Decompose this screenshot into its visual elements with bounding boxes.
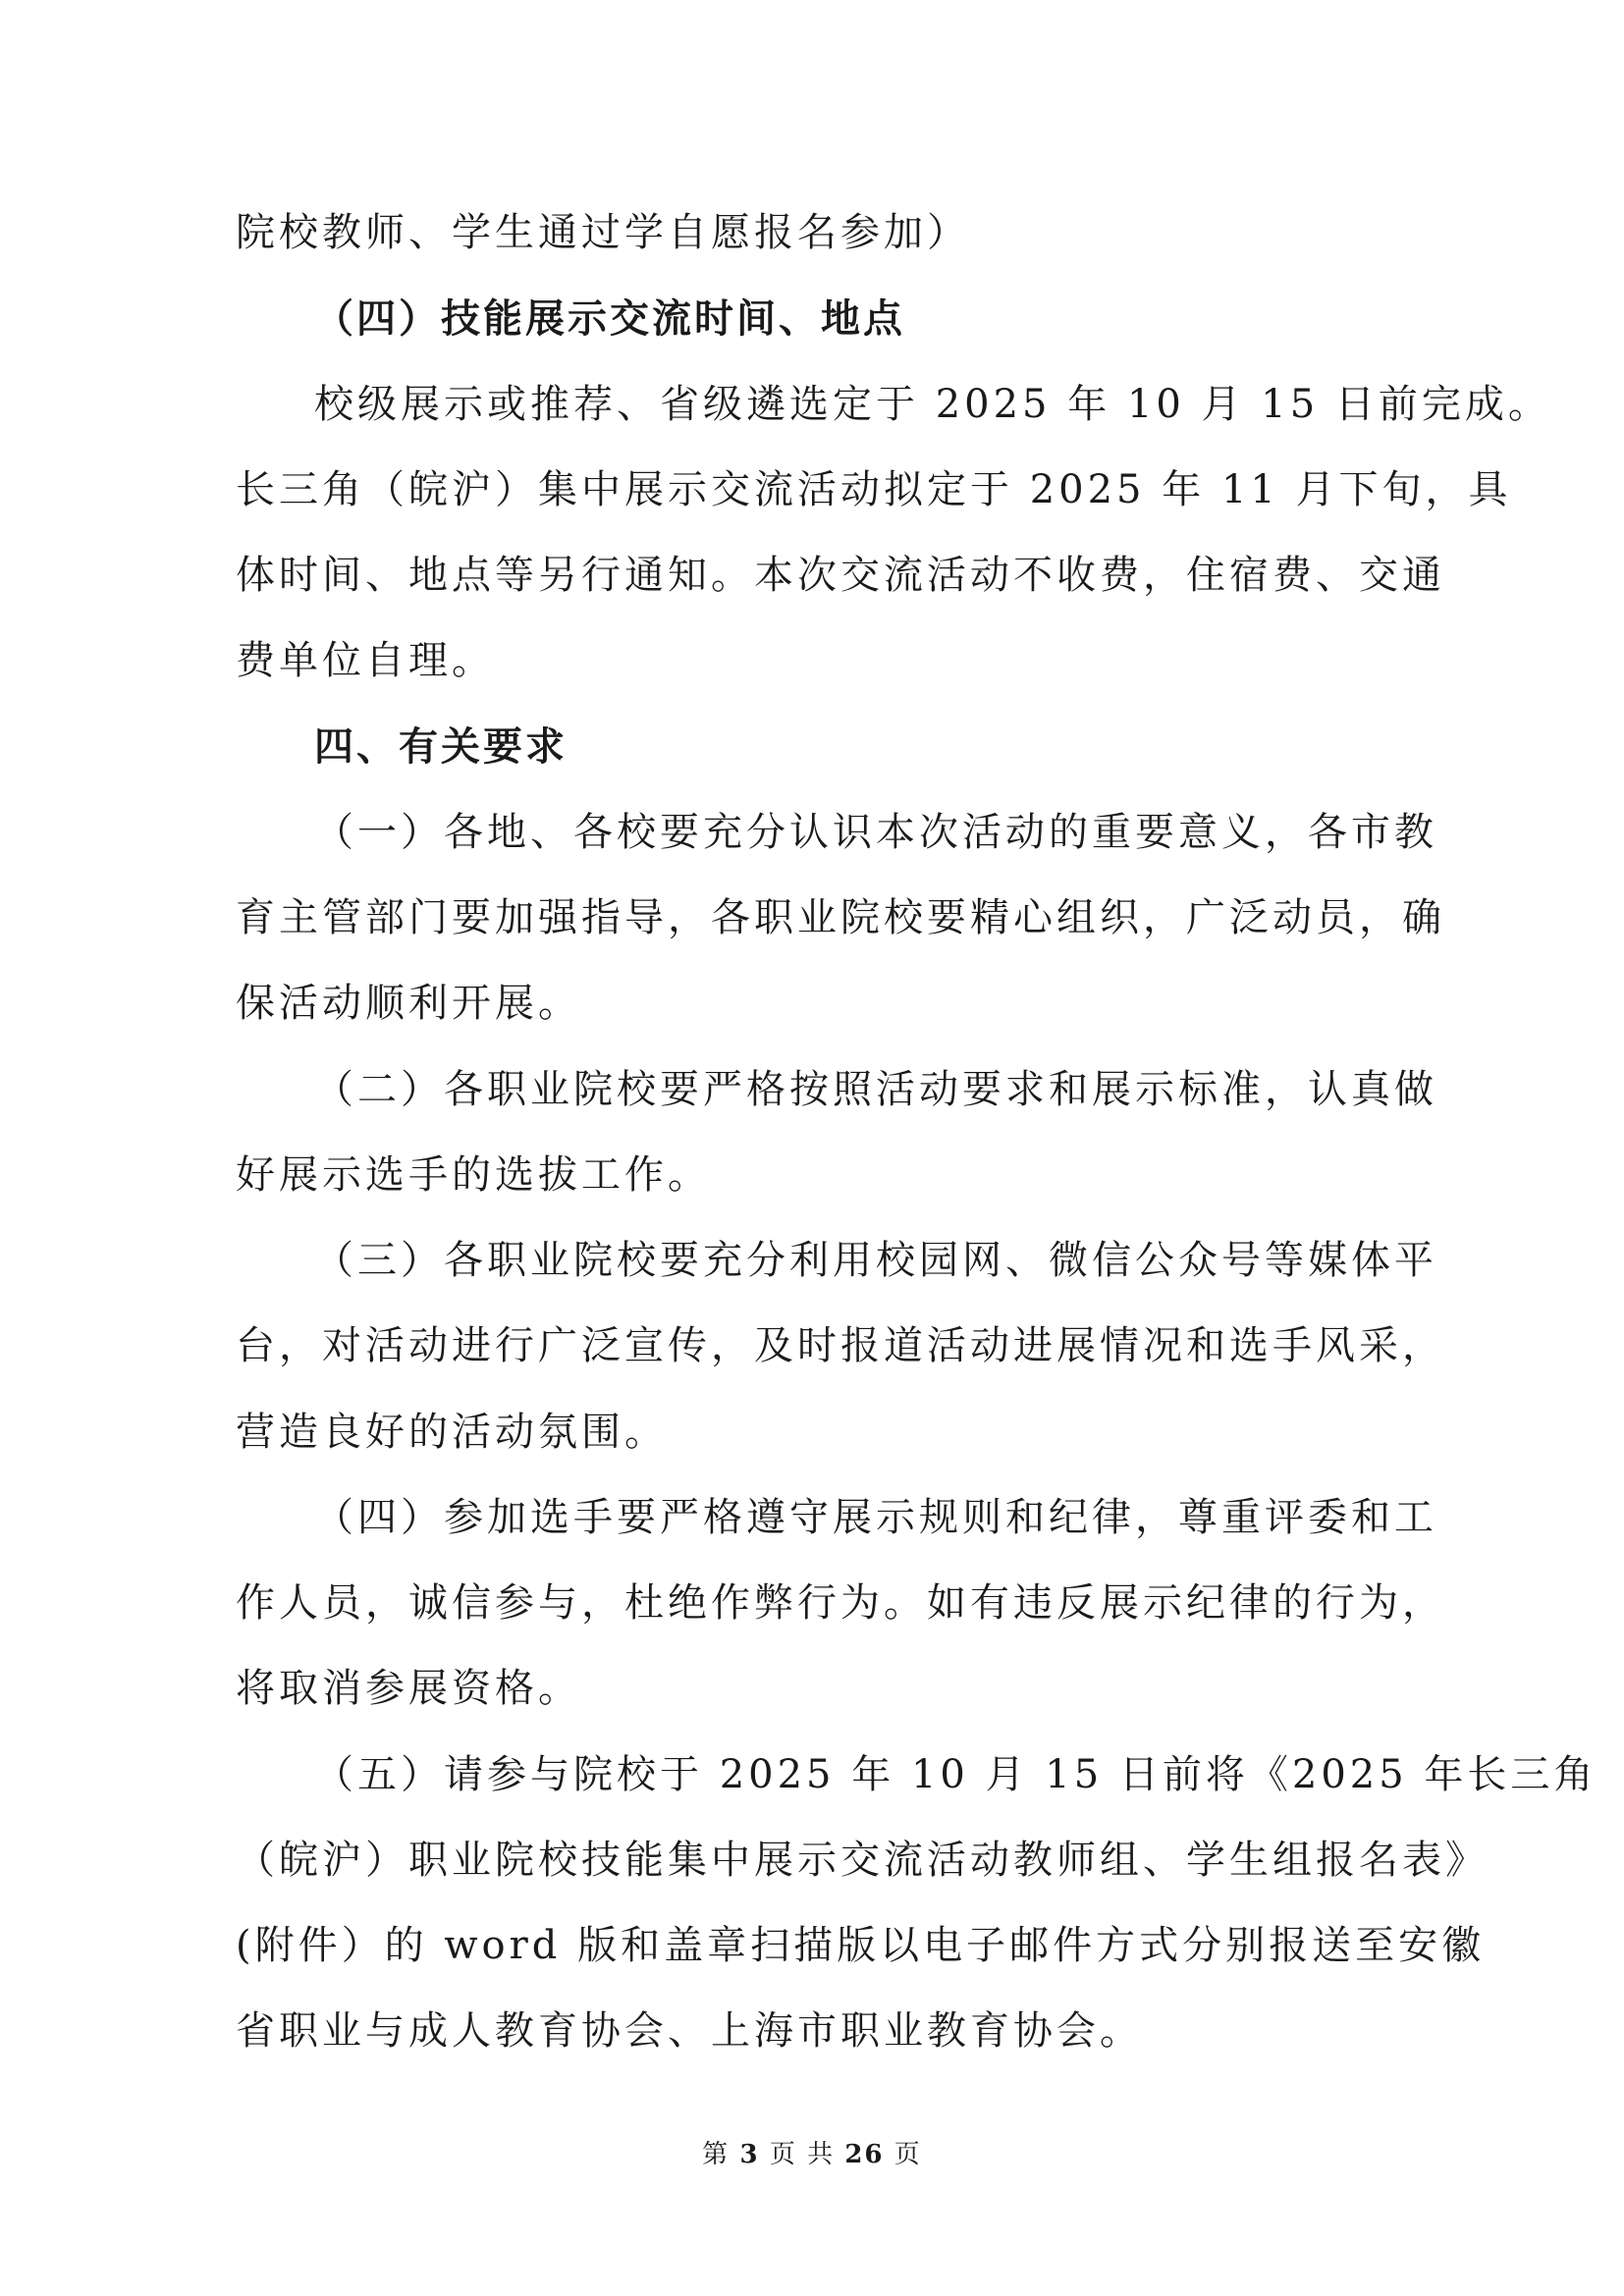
paragraph-line: 费单位自理。 [236, 638, 495, 683]
footer-middle: 页 共 [769, 2140, 836, 2169]
paragraph-line: 营造良好的活动氛围。 [236, 1410, 668, 1455]
total-page-count: 26 [844, 2140, 885, 2169]
paragraph-line: (附件）的 word 版和盖章扫描版以电子邮件方式分别报送至安徽 [236, 1923, 1486, 1968]
paragraph-line: 育主管部门要加强指导，各职业院校要精心组织，广泛动员，确 [236, 895, 1445, 940]
paragraph-line: （一）各地、各校要充分认识本次活动的重要意义，各市教 [314, 810, 1437, 855]
paragraph-line: 校级展示或推荐、省级遴选定于 2025 年 10 月 15 日前完成。 [314, 382, 1551, 427]
section-heading-requirements: 四、有关要求 [314, 724, 568, 770]
section-heading-time-place: （四）技能展示交流时间、地点 [314, 296, 905, 342]
page-footer [0, 2140, 1624, 2169]
paragraph-line: （三）各职业院校要充分利用校园网、微信公众号等媒体平 [314, 1238, 1437, 1283]
paragraph-line: 保活动顺利开展。 [236, 981, 581, 1026]
current-page-number: 3 [739, 2140, 760, 2169]
paragraph-line: 台，对活动进行广泛宣传，及时报道活动进展情况和选手风采， [236, 1323, 1445, 1368]
paragraph-line: 体时间、地点等另行通知。本次交流活动不收费，住宿费、交通 [236, 553, 1445, 598]
footer-suffix: 页 [893, 2140, 922, 2169]
paragraph-line: 院校教师、学生通过学自愿报名参加） [236, 210, 970, 255]
paragraph-line: （皖沪）职业院校技能集中展示交流活动教师组、学生组报名表》 [236, 1838, 1489, 1883]
paragraph-line: 将取消参展资格。 [236, 1666, 581, 1711]
paragraph-line: 长三角（皖沪）集中展示交流活动拟定于 2025 年 11 月下旬，具 [236, 467, 1512, 512]
paragraph-line: 省职业与成人教育协会、上海市职业教育协会。 [236, 2008, 1143, 2054]
paragraph-line: 好展示选手的选拔工作。 [236, 1152, 711, 1198]
paragraph-line: （二）各职业院校要严格按照活动要求和展示标准，认真做 [314, 1067, 1437, 1112]
paragraph-line: 作人员，诚信参与，杜绝作弊行为。如有违反展示纪律的行为， [236, 1580, 1445, 1626]
paragraph-line: （五）请参与院校于 2025 年 10 月 15 日前将《2025 年长三角 [314, 1752, 1597, 1797]
footer-prefix: 第 [702, 2140, 731, 2169]
paragraph-line: （四）参加选手要严格遵守展示规则和纪律，尊重评委和工 [314, 1495, 1437, 1540]
